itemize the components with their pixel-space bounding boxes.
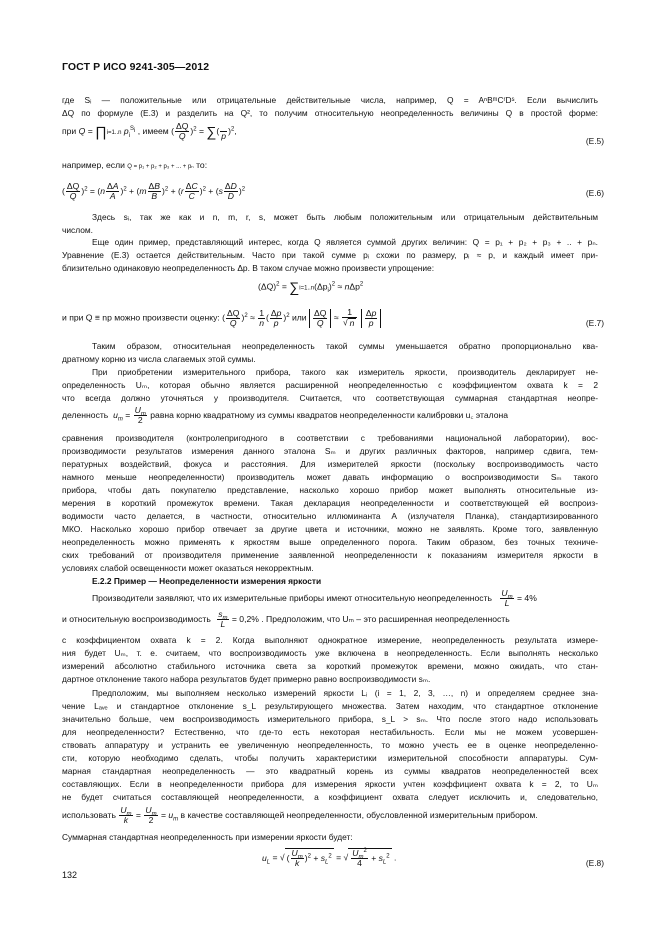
text-line: дартное отклонение такого набора результатов будет примерно равно воспроизводимости sₘ.	[62, 674, 431, 684]
text-line: Еще один пример, представляющий интерес, когда Q является суммой других величин: Q = p₁ + p₂ + p₃ + .. + pₙ.	[92, 237, 598, 247]
equation-number: (E.5)	[585, 136, 604, 146]
text-line: водимости часто делается, в частности, относительно иллюминанта А (излучателя Планка), стандартизированного	[62, 511, 598, 521]
text-line: близительно одинаковую неопределенность Δp. В таком случае можно произвести упрощение:	[62, 263, 435, 273]
text-line: мерения в короткий промежуток времени. Такая декларация неопределенности и соответствующей ей воспроиз-	[62, 498, 598, 508]
section-title: E.2.2 Пример — Неопределенности измерения яркости	[92, 576, 322, 586]
text-line: ΔQ по формуле (E.3) и разделить на Q², то получим относительную неопределенность величины Q в простой форме:	[62, 108, 598, 118]
eq7-or: или	[291, 312, 307, 323]
page-number: 132	[62, 870, 78, 880]
text-line: ских требований от производителя применение заявленной неопределенности к показаниям измерителя яркости в	[62, 550, 598, 560]
text-line-with-formula: Производители заявляют, что их измерительные приборы имеют относительную неопределенность $\frac{U_m}{L}$ = 4%	[92, 588, 537, 609]
equation-number: (E.7)	[585, 318, 604, 328]
equation-e5: при Q = ∏i=1..n $p_i^{S_i}$ , имеем ( $\frac{\Delta Q}{Q}$ )$^2$ = ∑( p )$^2$,	[62, 121, 237, 142]
text-line: Предположим, мы выполняем несколько измерений яркости Lᵢ (i = 1, 2, 3, …, n) и определяем среднее зна-	[92, 688, 598, 698]
text-fragment: и относительную воспроизводимость	[62, 614, 211, 625]
text-line-with-formula: и относительную воспроизводимость $\frac{s_m}{L}$ = 0,2% . Предположим, что Uₘ – это расширенная неопределенность	[62, 609, 510, 630]
example-line	[62, 160, 207, 172]
text-line: Суммарная стандартная неопределенность при измерении яркости будет:	[62, 832, 353, 842]
text-fragment: деленность	[62, 410, 109, 421]
text-line-with-formula: использовать $\frac{U_m}{k}$ = $\frac{U_m}{2}$ = $u_m$ в качестве составляющей неопределенности, обусловленной измерительным прибором.	[62, 805, 538, 826]
text-line: что всегда должно уточняться у производителя. Считается, что соответствующая суммарная стандартная неопре-	[62, 393, 598, 403]
text-line: ствовать аппаратуру и устранить ее увеличенную неопределенность, то можно учесть ее в оценке неопределенно-	[62, 740, 598, 750]
text-line: При приобретении измерительного прибора, такого как измеритель яркости, производитель декларирует не-	[92, 367, 598, 377]
text-line: неопределенность можно применять к яркостям выше определенного порога. Таким образом, без точных техниче-	[62, 537, 598, 547]
equation-e7: и при Q ≡ np можно произвести оценку: ( $\frac{\Delta Q}{Q}$ )$^2$ ≈ $\frac{1}{n}$ ( $\frac{\Delta p}{p}$ )$^2$ или $\frac{\Delta Q}{Q}$ ≈ $\frac{1}{√ n}$ $\frac{\Delta p}{p}$	[62, 308, 381, 329]
text-line: не будет считаться составляющей неопределенности, а коэффициент охвата следует исключить и, следовательно,	[62, 792, 598, 802]
text-line: дратному корню из числа слагаемых этой суммы.	[62, 354, 256, 364]
example-tail: то:	[196, 160, 208, 170]
text-line: числом.	[62, 225, 93, 235]
text-line: Таким образом, относительная неопределенность такой суммы уменьшается обратно пропорционально ква-	[92, 341, 598, 351]
text-line: Здесь sᵢ, так же как и n, m, r, s, может быть любым положительным или отрицательным действительным	[92, 212, 598, 222]
example-text: например, если	[62, 160, 125, 170]
text-line: где Sᵢ — положительные или отрицательные действительные числа, например, Q = AⁿBᵐCʳDˢ. Если вычислить	[62, 95, 598, 105]
text-line: МКО. Насколько хорошо прибор отвечает за другие цвета и источники, можно не заявлять. Кроме того, заявленную	[62, 524, 598, 534]
text-fragment: в качестве составляющей неопределенности, обусловленной измерительным прибором.	[180, 810, 538, 821]
text-line: сти, которую необходимо сделать, чтобы получить характеристики измерительной способности аппаратуры. Сум-	[62, 753, 598, 763]
text-fragment: = 4%	[517, 593, 537, 604]
text-line-with-formula: деленность $u_m$ = $\frac{U_m}{2}$ равна корню квадратному из суммы квадратов неопределенности калибровки u꜀ эталона	[62, 405, 509, 426]
equation-number: (E.6)	[585, 188, 604, 198]
text-line: для неопределенности? Естественно, что где-то есть некоторая нестабильность. Если мы не можем усовершен-	[62, 727, 598, 737]
equation-number: (E.8)	[585, 858, 604, 868]
text-line: прибора, чтобы дать покупателю представление, насколько хорошо прибор может выполнять относительные из-	[62, 485, 598, 495]
text-fragment: = 0,2% . Предположим, что Uₘ – это расширенная неопределенность	[231, 614, 510, 625]
text-line: значительно больше, чем воспроизводимость измерительного прибора, s_L > sₘ. Что после этого надо использовать	[62, 714, 598, 724]
text-line: чение Lₐᵥₑ и стандартное отклонение s_L результирующего множества. Затем находим, что стандартное отклонение	[62, 701, 598, 711]
text-line: ния будет Uₘ, т. е. считаем, что воспроизводимость уже включена в неопределенность. Если выполнять несколько	[62, 648, 598, 658]
text-line: пературных воздействий, фокуса и расстояния. Для измерителей яркости (поскольку воспроизводимость часто	[62, 459, 598, 469]
text-line: с коэффициентом охвата k = 2. Когда выполняют однократное измерение, неопределенность результата измере-	[62, 635, 598, 645]
text-line: Уравнение (E.3) остается действительным. Часто при такой сумме pᵢ схожи по размеру, pᵢ ≈ p, и каждый имеет при-	[62, 250, 598, 260]
text-line: намного меньше неопределенности) производитель может давать информацию о воспроизводимости Sₘ такого	[62, 472, 598, 482]
text-line: составляющих. Если в неопределенности прибора для измерения яркости учтен коэффициент охвата k = 2, то Uₘ	[62, 779, 598, 789]
text-fragment: Производители заявляют, что их измерительные приборы имеют относительную неопределенность	[92, 593, 493, 604]
text-line: сравнения производителя (контролепригодного в соответствии с требованиями национальной лаборатории), вос-	[62, 433, 598, 443]
text-line: производимости результатов измерения данного эталона Sₘ и других различных факторов, например сдвига, тем-	[62, 446, 598, 456]
equation-e8: $u_L$ = √ ( $\frac{U_m}{k}$ )$^2 + s_L^2$ = √ $\frac{U_m^2}{4}$ + $s_L^2$ .	[262, 848, 397, 869]
eq5-mid: , имеем	[137, 126, 169, 137]
text-fragment: использовать	[62, 810, 116, 821]
eq5-prefix: при	[62, 126, 77, 137]
text-line: марная стандартная неопределенность — это квадратный корень из суммы квадратов неопределенностей всех	[62, 766, 598, 776]
page-header-title: ГОСТ Р ИСО 9241-305—2012	[62, 61, 210, 73]
example-small-formula: Q = p₁ + p₂ + p₃ + ... + pₙ	[127, 164, 194, 170]
equation-e6: ( $\frac{\Delta Q}{Q}$ )$^2$ = (n $\frac{\Delta A}{A}$ )$^2$ + (m $\frac{\Delta B}{B}$ )$^2$ + (r $\frac{\Delta C}{C}$ )$^2$ + (s $\frac{\Delta D}{D}$ )$^2$	[62, 181, 246, 202]
text-line: измерений абсолютно стабильного источника света за короткий промежуток времени, можно ожидать, что стан-	[62, 661, 598, 671]
text-line: условиях слабой освещенности может оказаться некорректным.	[62, 563, 314, 573]
text-fragment: равна корню квадратному из суммы квадратов неопределенности калибровки u꜀ эталона	[150, 410, 509, 421]
equation-sum-simplification: $(\Delta Q)^2 = \sum i=1..n(\Delta p_i)^2 \approx n\Delta p^2$	[258, 279, 364, 295]
eq7-prefix: и при Q ≡ np можно произвести оценку:	[62, 312, 220, 323]
text-line: определенность Uₘ, которая обычно является расширенной неопределенностью с коэффициентом охвата k = 2	[62, 380, 598, 390]
